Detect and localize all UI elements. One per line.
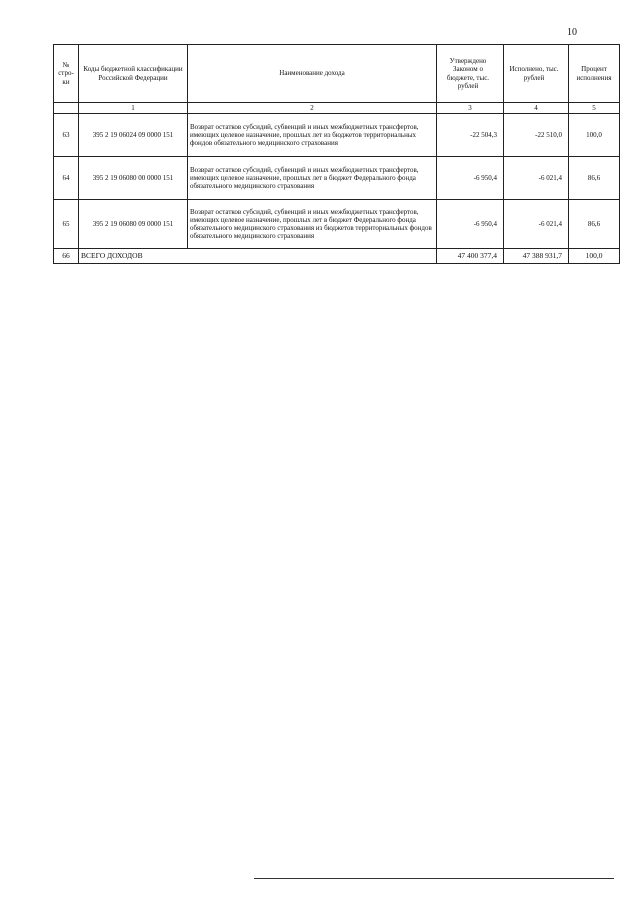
header-revenue-name: Наименование дохода [188, 45, 437, 103]
table-header-row [54, 45, 620, 103]
header-executed: Исполнено, тыс. рублей [504, 45, 569, 103]
executed-amount: -6 021,4 [504, 157, 569, 200]
total-row [54, 249, 620, 264]
header-row-number: № стро-ки [54, 45, 79, 103]
total-percent: 100,0 [569, 249, 620, 264]
execution-percent: 86,6 [569, 157, 620, 200]
budget-code: 395 2 19 06024 09 0000 151 [79, 114, 188, 157]
column-number: 4 [504, 103, 569, 114]
row-number: 65 [54, 200, 79, 249]
total-approved: 47 400 377,4 [437, 249, 504, 264]
total-label: ВСЕГО ДОХОДОВ [79, 249, 437, 264]
footer-line [254, 878, 614, 879]
execution-percent: 100,0 [569, 114, 620, 157]
header-budget-code: Коды бюджетной классификации Российской Федерации [79, 45, 188, 103]
column-number-row [54, 103, 620, 114]
executed-amount: -22 510,0 [504, 114, 569, 157]
table-row [54, 200, 620, 249]
approved-amount: -22 504,3 [437, 114, 504, 157]
table-row [54, 157, 620, 200]
header-approved: Утверждено Законом о бюджете, тыс. рублей [437, 45, 504, 103]
column-number: 2 [188, 103, 437, 114]
execution-percent: 86,6 [569, 200, 620, 249]
revenue-name: Возврат остатков субсидий, субвенций и иных межбюджетных трансфертов, имеющих целевое назначение, прошлых лет из бюджетов территориальных фондов обязательного медицинского страхования [188, 114, 437, 157]
revenue-name: Возврат остатков субсидий, субвенций и иных межбюджетных трансфертов, имеющих целевое назначение, прошлых лет в бюджет Федерального фонда обязательного медицинского страхования [188, 157, 437, 200]
page-number: 10 [567, 27, 577, 38]
total-executed: 47 388 931,7 [504, 249, 569, 264]
executed-amount: -6 021,4 [504, 200, 569, 249]
column-number: 3 [437, 103, 504, 114]
row-number: 64 [54, 157, 79, 200]
revenue-name: Возврат остатков субсидий, субвенций и иных межбюджетных трансфертов, имеющих целевое назначение, прошлых лет в бюджет Федерального фонда обязательного медицинского страхования из бюджетов территориальных фондов обязательного медицинского страхования [188, 200, 437, 249]
approved-amount: -6 950,4 [437, 157, 504, 200]
header-percent: Процент исполнения [569, 45, 620, 103]
budget-code: 395 2 19 06080 09 0000 151 [79, 200, 188, 249]
table-row [54, 114, 620, 157]
revenue-table [53, 44, 620, 264]
column-number: 5 [569, 103, 620, 114]
approved-amount: -6 950,4 [437, 200, 504, 249]
column-number: 1 [79, 103, 188, 114]
budget-code: 395 2 19 06080 00 0000 151 [79, 157, 188, 200]
row-number: 66 [54, 249, 79, 264]
column-number-blank [54, 103, 79, 114]
row-number: 63 [54, 114, 79, 157]
